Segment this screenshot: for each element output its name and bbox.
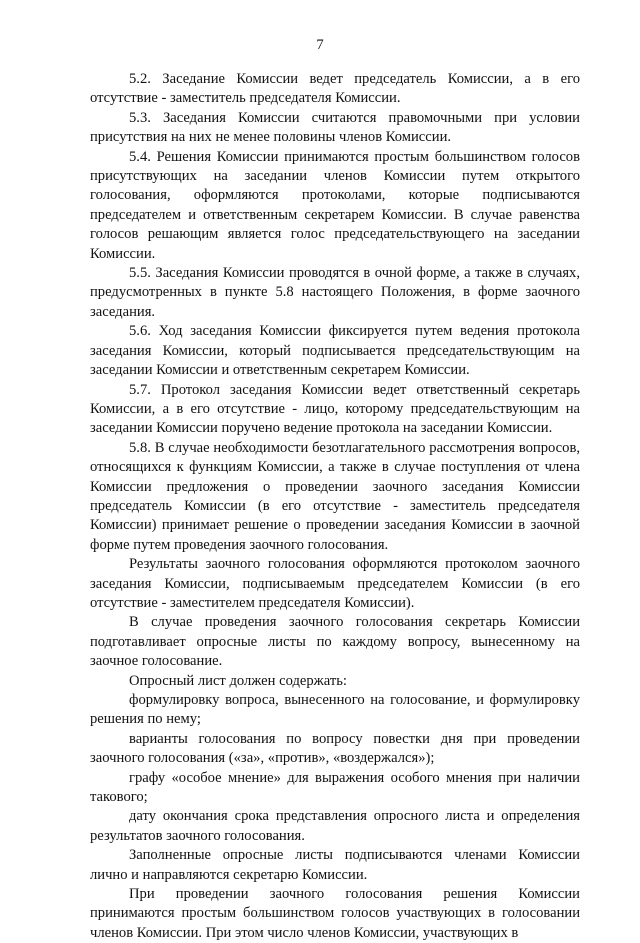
- paragraph-results: Результаты заочного голосования оформляются протоколом заочного заседания Комиссии, подписываемым председателем Комиссии (в его отсутствие - заместителем председателя Комиссии).: [90, 556, 580, 611]
- paragraph-5-5: 5.5. Заседания Комиссии проводятся в очной форме, а также в случаях, предусмотренных в пункте 5.8 настоящего Положения, в форме заочного заседания.: [90, 265, 580, 320]
- paragraph-5-3: 5.3. Заседания Комиссии считаются правомочными при условии присутствия на них не менее половины членов Комиссии.: [90, 109, 580, 146]
- paragraph-ballots: В случае проведения заочного голосования секретарь Комиссии подготавливает опросные листы по каждому вопросу, вынесенному на заочное голосование.: [90, 614, 580, 670]
- paragraph-5-7: 5.7. Протокол заседания Комиссии ведет ответственный секретарь Комиссии, а в его отсутствие - лицо, которому председательствующим на заседании Комиссии поручено ведение протокола на заседании Комиссии.: [90, 381, 580, 437]
- document-body: [90, 70, 580, 943]
- paragraph-5-8: 5.8. В случае необходимости безотлагательного рассмотрения вопросов, относящихся к функциям Комиссии, а также в случае поступления от члена Комиссии предложения о проведении заочного заседания Комиссии председатель Комиссии (в его отсутствие - заместитель председателя Комиссии) принимает решение о проведении заседания Комиссии в заочной форме путем проведения заочного голосования.: [90, 439, 580, 553]
- paragraph-5-6: 5.6. Ход заседания Комиссии фиксируется путем ведения протокола заседания Комиссии, который подписывается председательствующим на заседании Комиссии и ответственным секретарем Комиссии.: [90, 323, 580, 379]
- paragraph-5-4: 5.4. Решения Комиссии принимаются простым большинством голосов присутствующих на заседании членов Комиссии путем открытого голосования, оформляются протоколами, которые подписываются председателем и ответственным секретарем Комиссии. В случае равенства голосов решающим является голос председательствующего на заседании Комиссии.: [90, 148, 580, 262]
- paragraph-ballot-contents: Опросный лист должен содержать:: [129, 672, 347, 689]
- paragraph-majority: При проведении заочного голосования решения Комиссии принимаются простым большинством голосов участвующих в голосовании членов Комиссии. При этом число членов Комиссии, участвующих в: [90, 886, 580, 941]
- paragraph-signed-ballots: Заполненные опросные листы подписываются членами Комиссии лично и направляются секретарю Комиссии.: [90, 847, 580, 883]
- paragraph-5-2: 5.2. Заседание Комиссии ведет председатель Комиссии, а в его отсутствие - заместитель председателя Комиссии.: [90, 71, 580, 107]
- page-number: 7: [316, 37, 324, 53]
- list-item-voting-options: варианты голосования по вопросу повестки дня при проведении заочного голосования («за», «против», «воздержался»);: [90, 730, 580, 767]
- list-item-dissent-field: графу «особое мнение» для выражения особого мнения при наличии такового;: [90, 769, 580, 806]
- list-item-question-wording: формулировку вопроса, вынесенного на голосование, и формулировку решения по нему;: [90, 692, 580, 728]
- list-item-deadline: дату окончания срока представления опросного листа и определения результатов заочного голосования.: [90, 808, 580, 844]
